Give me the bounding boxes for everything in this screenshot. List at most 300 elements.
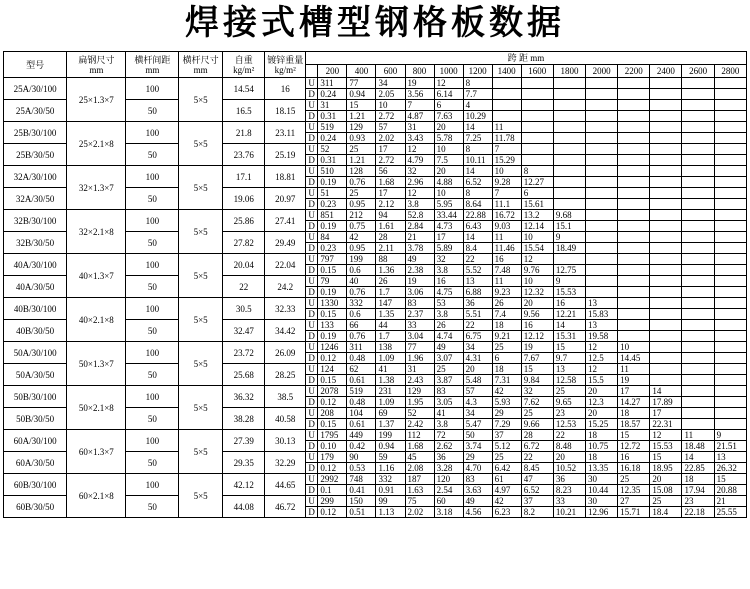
load-value: 19.58 [586,331,618,342]
crossbar-pitch: 50 [126,320,179,342]
load-value: 11 [682,430,714,441]
span-value: 400 [347,65,376,78]
load-value: 36 [434,452,463,463]
load-value [650,188,682,199]
load-value: 1.09 [376,397,405,408]
load-value: 9.68 [553,210,585,221]
galv-weight: 27.41 [265,210,305,232]
load-value: 1.7 [376,331,405,342]
load-value [586,133,618,144]
load-value: 3.07 [434,353,463,364]
load-value: 129 [347,122,376,133]
load-value: 13.2 [521,210,553,221]
load-value: 6 [434,100,463,111]
load-value: 34 [376,78,405,89]
load-value [553,144,585,155]
load-value: 13.35 [586,463,618,474]
load-value: 52.8 [405,210,434,221]
load-value [682,122,714,133]
col-self-weight-unit: kg/m² [233,64,255,75]
load-value [586,89,618,100]
load-value: 3.56 [405,89,434,100]
load-value [714,375,746,386]
load-value: 15.08 [650,485,682,496]
load-value: 12.58 [553,375,585,386]
load-value: 0.31 [318,155,347,166]
load-type: D [305,89,317,100]
load-value: 199 [347,254,376,265]
load-value: 20 [521,298,553,309]
load-value [586,221,618,232]
load-value: 7 [405,100,434,111]
load-value: 3.8 [434,309,463,320]
load-value: 21.51 [714,441,746,452]
load-value: 1795 [318,430,347,441]
flat-size: 25×1.3×7 [67,78,126,122]
load-value [650,155,682,166]
table-row [4,122,747,133]
load-value: 2.02 [376,133,405,144]
load-value: 20 [434,122,463,133]
load-value: 3.06 [405,287,434,298]
load-value [714,111,746,122]
load-value [714,353,746,364]
load-value: 7.48 [492,265,521,276]
model-name: 50B/30/100 [4,386,67,408]
load-value [682,419,714,430]
crossbar-size: 5×5 [179,166,223,210]
span-value: 2000 [586,65,618,78]
load-value: 17 [650,408,682,419]
load-type: U [305,144,317,155]
table-row [4,78,747,89]
load-value: 18.49 [553,243,585,254]
load-value [714,78,746,89]
table-row [4,474,747,485]
load-value: 3.18 [434,507,463,518]
load-value: 26 [434,320,463,331]
crossbar-pitch: 100 [126,474,179,496]
load-value [650,210,682,221]
load-value: 51 [318,188,347,199]
load-type: D [305,155,317,166]
self-weight: 25.86 [222,210,265,232]
load-type: U [305,78,317,89]
load-value [682,100,714,111]
col-crossbar-size-unit: mm [193,64,208,75]
load-value: 25 [347,144,376,155]
page-title: 焊接式槽型钢格板数据 [185,3,565,43]
load-value: 11.78 [492,133,521,144]
load-value [650,287,682,298]
load-value: 4.70 [463,463,492,474]
span-value: 2200 [618,65,650,78]
load-value: 31 [405,122,434,133]
load-value: 9.56 [521,309,553,320]
load-value [714,331,746,342]
col-crossbar-pitch [126,52,179,78]
load-value: 26 [492,298,521,309]
load-value: 6.14 [434,89,463,100]
load-value: 18.57 [618,419,650,430]
load-value: 6 [492,353,521,364]
load-value: 42 [492,386,521,397]
load-value [714,232,746,243]
load-value: 2.43 [405,375,434,386]
load-value: 6.43 [463,221,492,232]
load-value: 13 [586,320,618,331]
load-value: 12.21 [553,309,585,320]
load-value: 332 [376,474,405,485]
load-value: 22 [463,254,492,265]
load-value [682,364,714,375]
load-value: 8 [521,166,553,177]
load-value [714,254,746,265]
load-value: 2.37 [405,309,434,320]
crossbar-size: 5×5 [179,298,223,342]
load-type: D [305,353,317,364]
load-value [682,177,714,188]
load-value: 5.47 [463,419,492,430]
load-value: 10 [376,100,405,111]
col-crossbar-size-label: 横杆尺寸 [182,54,219,65]
load-value [682,331,714,342]
load-value: 138 [376,342,405,353]
load-value: 18 [492,364,521,375]
load-value [682,408,714,419]
crossbar-pitch: 100 [126,122,179,144]
load-value: 18.4 [650,507,682,518]
load-value: 311 [347,342,376,353]
load-value: 0.75 [347,221,376,232]
load-value: 11 [492,122,521,133]
load-value [618,133,650,144]
load-value: 0.48 [347,353,376,364]
header-row [4,52,747,65]
crossbar-pitch: 50 [126,144,179,166]
crossbar-pitch: 100 [126,430,179,452]
load-value [714,155,746,166]
load-value: 5.12 [492,441,521,452]
galv-weight: 26.09 [265,342,305,364]
load-value [553,133,585,144]
load-value: 12.35 [618,485,650,496]
load-value: 7 [492,188,521,199]
load-value: 20 [586,408,618,419]
load-value: 12.3 [586,397,618,408]
load-value: 33 [553,496,585,507]
load-value [618,89,650,100]
load-value: 23 [553,408,585,419]
load-value [618,221,650,232]
load-value [650,232,682,243]
span-value: 600 [376,65,405,78]
load-value: 4.75 [434,287,463,298]
load-value: 14.45 [618,353,650,364]
crossbar-pitch: 100 [126,342,179,364]
load-value: 0.53 [347,463,376,474]
flat-size: 40×2.1×8 [67,298,126,342]
load-value [521,155,553,166]
load-value [586,199,618,210]
load-value [650,166,682,177]
galv-weight: 23.11 [265,122,305,144]
load-value: 27 [618,496,650,507]
load-type: D [305,111,317,122]
load-value: 1.13 [376,507,405,518]
load-value: 1.21 [347,111,376,122]
load-value [682,287,714,298]
load-value [650,309,682,320]
load-value: 129 [405,386,434,397]
load-value: 0.19 [318,287,347,298]
load-value: 84 [318,232,347,243]
load-value: 31 [405,364,434,375]
load-value [650,298,682,309]
load-value [618,254,650,265]
load-value [618,309,650,320]
load-value: 4.79 [405,155,434,166]
load-value [553,188,585,199]
load-value [521,122,553,133]
load-value: 150 [347,496,376,507]
load-value: 11 [492,276,521,287]
load-value: 11.46 [492,243,521,254]
load-value: 9.21 [492,331,521,342]
load-value: 8.2 [521,507,553,518]
load-value: 3.63 [463,485,492,496]
load-value: 311 [318,78,347,89]
crossbar-size: 5×5 [179,430,223,474]
load-value: 21 [405,232,434,243]
load-value [650,78,682,89]
load-value: 0.1 [318,485,347,496]
load-value: 10.52 [553,463,585,474]
galv-weight: 44.65 [265,474,305,496]
load-value: 12.5 [586,353,618,364]
load-value [682,342,714,353]
load-value: 13 [586,298,618,309]
load-value: 18.48 [682,441,714,452]
span-value: 2800 [714,65,746,78]
load-value: 7.5 [434,155,463,166]
load-value: 25 [650,496,682,507]
load-value [553,89,585,100]
load-value: 7.31 [492,375,521,386]
load-value [650,133,682,144]
flat-size: 60×2.1×8 [67,474,126,518]
load-value: 231 [376,386,405,397]
load-value: 12 [650,430,682,441]
load-value [586,177,618,188]
load-value: 14 [463,166,492,177]
span-value: 1000 [434,65,463,78]
galv-weight: 24.2 [265,276,305,298]
load-value [650,342,682,353]
load-value: 29 [492,408,521,419]
load-value: 18 [586,452,618,463]
self-weight: 30.5 [222,298,265,320]
load-type: D [305,243,317,254]
load-value [586,78,618,89]
load-value: 50 [463,430,492,441]
load-value: 14 [682,452,714,463]
crossbar-pitch: 100 [126,298,179,320]
load-value: 42 [492,496,521,507]
self-weight: 38.28 [222,408,265,430]
load-value: 21 [714,496,746,507]
load-value: 1.95 [405,397,434,408]
load-value: 99 [376,496,405,507]
load-value: 3.04 [405,331,434,342]
load-value: 1.68 [405,441,434,452]
load-value [618,331,650,342]
load-value: 6.23 [492,507,521,518]
load-value: 25.55 [714,507,746,518]
self-weight: 29.35 [222,452,265,474]
self-weight: 42.12 [222,474,265,496]
load-type: D [305,375,317,386]
load-value: 12.14 [521,221,553,232]
load-value: 0.15 [318,309,347,320]
load-value: 8.45 [521,463,553,474]
model-name: 40B/30/50 [4,320,67,342]
load-type: U [305,320,317,331]
load-value: 15.29 [492,155,521,166]
load-value: 40 [347,276,376,287]
load-value [682,144,714,155]
load-value: 9.84 [521,375,553,386]
load-value: 2.96 [405,177,434,188]
load-value: 2.72 [376,111,405,122]
load-value: 0.51 [347,507,376,518]
span-value: 200 [318,65,347,78]
load-value: 0.41 [347,485,376,496]
load-value: 19 [618,375,650,386]
load-value [553,166,585,177]
load-value [586,287,618,298]
load-value: 77 [347,78,376,89]
model-name: 60B/30/100 [4,474,67,496]
load-value: 1.16 [376,463,405,474]
model-name: 40A/30/100 [4,254,67,276]
model-name: 50A/30/100 [4,342,67,364]
load-value: 1.7 [376,287,405,298]
load-value: 0.61 [347,375,376,386]
load-value: 2.38 [405,265,434,276]
crossbar-pitch: 50 [126,100,179,122]
load-value [618,78,650,89]
span-value: 2600 [682,65,714,78]
load-value: 0.24 [318,89,347,100]
load-value [553,199,585,210]
load-value [714,89,746,100]
load-type: U [305,276,317,287]
load-value: 15.53 [553,287,585,298]
load-value [586,243,618,254]
load-value: 12.72 [618,441,650,452]
load-value: 0.15 [318,375,347,386]
load-value: 6.88 [463,287,492,298]
load-value: 12.53 [553,419,585,430]
load-value: 32 [521,386,553,397]
load-value: 10.29 [463,111,492,122]
load-value: 56 [376,166,405,177]
load-type: D [305,485,317,496]
col-crossbar-pitch-label: 横杆间距 [134,54,171,65]
load-value: 79 [318,276,347,287]
load-value: 1.96 [405,353,434,364]
load-value: 124 [318,364,347,375]
load-value: 25 [492,452,521,463]
load-value: 5.52 [463,265,492,276]
load-value [682,386,714,397]
load-value [618,265,650,276]
load-value [553,177,585,188]
load-value: 16 [492,254,521,265]
load-value [650,276,682,287]
load-value [650,265,682,276]
load-value [682,155,714,166]
load-value: 332 [347,298,376,309]
load-value: 2.02 [405,507,434,518]
load-value [682,397,714,408]
load-value: 3.05 [434,397,463,408]
load-value: 20 [463,364,492,375]
load-value [682,298,714,309]
load-value [714,177,746,188]
load-value: 0.19 [318,177,347,188]
load-value [586,111,618,122]
load-value: 0.12 [318,353,347,364]
load-value: 1.35 [376,309,405,320]
load-value: 52 [318,144,347,155]
load-value: 26 [376,276,405,287]
load-value: 19 [405,78,434,89]
load-value [650,254,682,265]
load-value: 208 [318,408,347,419]
load-value: 8.64 [463,199,492,210]
load-value: 0.24 [318,133,347,144]
load-value: 15.53 [650,441,682,452]
load-value [618,155,650,166]
model-name: 32A/30/50 [4,188,67,210]
load-value: 7.7 [463,89,492,100]
load-value: 45 [405,452,434,463]
load-value: 60 [434,496,463,507]
load-value: 10.44 [586,485,618,496]
flat-size: 25×2.1×8 [67,122,126,166]
load-value: 0.10 [318,441,347,452]
load-value: 5.95 [434,199,463,210]
load-value: 851 [318,210,347,221]
load-value: 9.03 [492,221,521,232]
load-value: 9 [553,276,585,287]
load-value [492,100,521,111]
load-value: 22.18 [682,507,714,518]
load-type: U [305,452,317,463]
load-value: 7.29 [492,419,521,430]
galv-weight: 40.58 [265,408,305,430]
load-value: 9 [553,232,585,243]
load-value: 748 [347,474,376,485]
load-value: 0.94 [347,89,376,100]
load-value: 112 [405,430,434,441]
self-weight: 17.1 [222,166,265,188]
col-model: 型号 [4,52,67,78]
model-name: 32B/30/100 [4,210,67,232]
load-value: 17 [434,232,463,243]
